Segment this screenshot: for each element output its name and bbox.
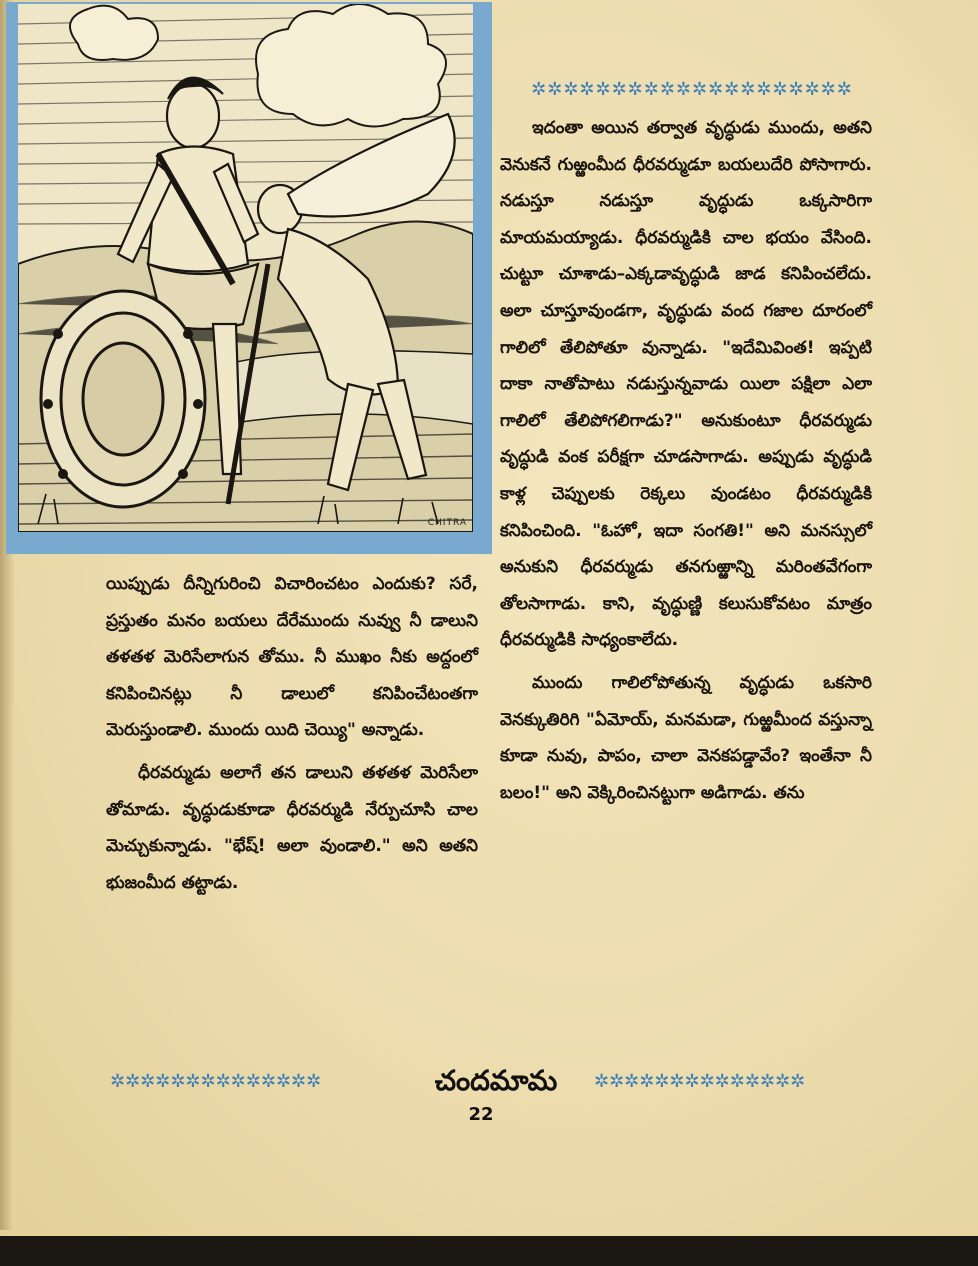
- left-paragraph-1: యిప్పుడు దీన్నిగురించి విచారించటం ఎందుకు? సరే, ప్రస్తుతం మనం బయలు దేరేముందు నువ్వు నీ డాలుని తళతళ మెరిసేలాగున తోము. నీ ముఖం నీకు అద్దంలో కనిపించినట్లు నీ డాలులో కనిపించేటంతగా మెరుస్తుండాలి. ముందు యిది చెయ్యి" అన్నాడు.: [106, 574, 478, 741]
- right-text-column: [500, 110, 872, 811]
- page-number: 22: [468, 1104, 494, 1125]
- right-paragraph-1: ఇదంతా అయిన తర్వాత వృద్ధుడు ముందు, అతని వెనుకనే గుఱ్ఱంమీద ధీరవర్ముడూ బయలుదేరి పోసాగారు. నడుస్తూ నడుస్తూ వృద్ధుడు ఒక్కసారిగా మాయమయ్యాడు. ధీరవర్ముడికి చాల భయం వేసింది. చుట్టూ చూశాడు–ఎక్కడావృద్ధుడి జాడ కనిపించలేదు. అలా చూస్తూవుండగా, వృద్ధుడు వంద గజాల దూరంలో గాలిలో తేలిపోతూ వున్నాడు. "ఇదేమివింత! ఇప్పటి దాకా నాతోపాటు నడుస్తున్నవాడు యిలా పక్షిలా ఎలా గాలిలో తేలిపోగలిగాడు?" అనుకుంటూ ధీరవర్ముడు వృద్ధుడి వంక పరీక్షగా చూడసాగాడు. అప్పుడు వృద్ధుడి కాళ్ల చెప్పులకు రెక్కలు వుండటం ధీరవర్ముడికి కనిపించింది. "ఓహో, ఇదా సంగతి!" అని మనస్సులో అనుకుని ధీరవర్ముడు తనగుఱ్ఱాన్ని మరింతవేగంగా తోలసాగాడు. కాని, వృద్ధుణ్ణి కలుసుకోవటం మాత్రం ధీరవర్ముడికి సాధ్యంకాలేదు.: [500, 118, 872, 651]
- top-ornament-border: ✲✲✲✲✲✲✲✲✲✲✲✲✲✲✲✲✲✲✲✲: [531, 79, 853, 100]
- magazine-name: చందమామ: [434, 1064, 558, 1097]
- left-text-column: [106, 566, 478, 901]
- page-footer: [110, 1064, 874, 1104]
- story-illustration: [18, 4, 473, 532]
- footer-ornament-left: ✲✲✲✲✲✲✲✲✲✲✲✲✲✲: [110, 1071, 322, 1092]
- illustration-frame: [6, 2, 492, 554]
- right-paragraph-2: ముందు గాలిలోపోతున్న వృద్ధుడు ఒకసారి వెనక్కుతిరిగి "ఏమోయ్, మనమడా, గుఱ్ఱమీంద వస్తున్నా కూడా నువు, పాపం, చాలా వెనకపడ్డావేం? ఇంతేనా నీ బలం!" అని వెక్కిరించినట్టుగా అడిగాడు. తను: [500, 672, 872, 803]
- left-paragraph-2: ధీరవర్ముడు అలాగే తన డాలుని తళతళ మెరిసేలా తోమాడు. వృద్ధుడుకూడా ధీరవర్ముడి నేర్పుచూసి చాల మెచ్చుకున్నాడు. "భేష్! అలా వుండాలి." అని అతని భుజంమీద తట్టాడు.: [106, 762, 478, 893]
- artist-signature: CHITRA: [427, 518, 467, 528]
- scan-bottom-edge: [0, 1236, 978, 1266]
- footer-ornament-right: ✲✲✲✲✲✲✲✲✲✲✲✲✲✲: [594, 1071, 806, 1092]
- illustration-drawing: [18, 4, 473, 532]
